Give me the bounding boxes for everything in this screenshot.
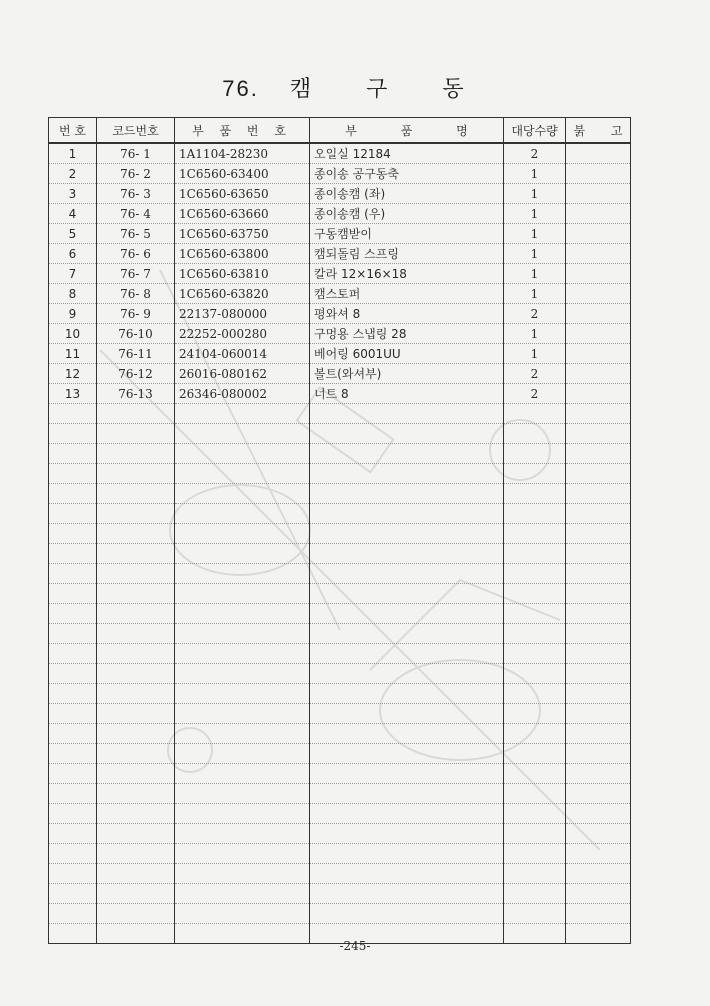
empty-cell (49, 584, 97, 604)
empty-cell (49, 424, 97, 444)
table-row (49, 264, 631, 284)
cell-part-no: 1C6560-63800 (175, 244, 310, 264)
empty-cell (175, 884, 310, 904)
empty-cell (175, 904, 310, 924)
cell-name: 종이송캠 (좌) (310, 184, 504, 204)
empty-cell (504, 404, 566, 424)
parts-table (48, 117, 631, 944)
table-row (49, 344, 631, 364)
cell-part-no: 1C6560-63750 (175, 224, 310, 244)
cell-no: 8 (49, 284, 97, 304)
cell-part-no: 1A1104-28230 (175, 143, 310, 164)
empty-cell (49, 484, 97, 504)
cell-name: 칼라 12×16×18 (310, 264, 504, 284)
cell-qty: 1 (504, 284, 566, 304)
empty-table-row (49, 564, 631, 584)
empty-table-row (49, 804, 631, 824)
empty-cell (504, 744, 566, 764)
cell-no: 7 (49, 264, 97, 284)
cell-note (566, 143, 631, 164)
cell-code: 76- 3 (97, 184, 175, 204)
cell-no: 2 (49, 164, 97, 184)
cell-code: 76- 2 (97, 164, 175, 184)
empty-cell (566, 584, 631, 604)
empty-cell (504, 824, 566, 844)
empty-cell (566, 704, 631, 724)
cell-code: 76-11 (97, 344, 175, 364)
cell-qty: 1 (504, 164, 566, 184)
empty-cell (504, 844, 566, 864)
empty-cell (310, 824, 504, 844)
empty-cell (504, 504, 566, 524)
cell-name: 종이송캠 (우) (310, 204, 504, 224)
empty-cell (504, 484, 566, 504)
empty-cell (175, 764, 310, 784)
header-no: 번 호 (49, 118, 97, 144)
parts-table-body (49, 143, 631, 944)
cell-no: 6 (49, 244, 97, 264)
empty-cell (310, 684, 504, 704)
empty-cell (310, 844, 504, 864)
cell-name: 볼트(와셔부) (310, 364, 504, 384)
empty-cell (49, 464, 97, 484)
cell-note (566, 184, 631, 204)
empty-cell (97, 464, 175, 484)
empty-cell (504, 804, 566, 824)
empty-cell (97, 644, 175, 664)
empty-cell (566, 884, 631, 904)
table-row (49, 143, 631, 164)
empty-table-row (49, 444, 631, 464)
empty-cell (310, 404, 504, 424)
empty-cell (175, 844, 310, 864)
cell-name: 캠되돌림 스프링 (310, 244, 504, 264)
empty-cell (49, 864, 97, 884)
cell-note (566, 204, 631, 224)
empty-cell (97, 764, 175, 784)
empty-cell (175, 584, 310, 604)
empty-cell (504, 564, 566, 584)
empty-cell (49, 764, 97, 784)
cell-part-no: 1C6560-63820 (175, 284, 310, 304)
empty-cell (566, 544, 631, 564)
cell-qty: 1 (504, 244, 566, 264)
empty-cell (310, 704, 504, 724)
empty-cell (566, 524, 631, 544)
empty-cell (310, 744, 504, 764)
empty-cell (566, 804, 631, 824)
empty-cell (566, 644, 631, 664)
title-word-1: 캠 (289, 77, 314, 102)
title-word-3: 동 (442, 77, 466, 102)
empty-cell (175, 804, 310, 824)
empty-cell (566, 844, 631, 864)
cell-code: 76- 9 (97, 304, 175, 324)
cell-code: 76-12 (97, 364, 175, 384)
empty-cell (175, 424, 310, 444)
empty-cell (49, 724, 97, 744)
table-row (49, 304, 631, 324)
empty-cell (175, 704, 310, 724)
empty-table-row (49, 704, 631, 724)
empty-cell (49, 784, 97, 804)
empty-cell (504, 444, 566, 464)
empty-cell (97, 804, 175, 824)
empty-cell (97, 584, 175, 604)
empty-table-row (49, 644, 631, 664)
empty-cell (504, 424, 566, 444)
cell-note (566, 264, 631, 284)
empty-cell (566, 864, 631, 884)
empty-cell (49, 644, 97, 664)
cell-note (566, 344, 631, 364)
empty-table-row (49, 484, 631, 504)
empty-cell (504, 864, 566, 884)
empty-cell (310, 724, 504, 744)
cell-qty: 1 (504, 204, 566, 224)
empty-cell (310, 504, 504, 524)
empty-cell (566, 404, 631, 424)
empty-cell (504, 604, 566, 624)
cell-qty: 2 (504, 143, 566, 164)
empty-cell (175, 524, 310, 544)
empty-cell (175, 484, 310, 504)
table-row (49, 384, 631, 404)
empty-cell (97, 864, 175, 884)
empty-cell (504, 904, 566, 924)
empty-cell (97, 884, 175, 904)
empty-cell (310, 644, 504, 664)
empty-table-row (49, 504, 631, 524)
empty-cell (175, 864, 310, 884)
empty-cell (175, 624, 310, 644)
empty-cell (97, 704, 175, 724)
empty-table-row (49, 724, 631, 744)
empty-cell (97, 684, 175, 704)
table-row (49, 204, 631, 224)
cell-no: 11 (49, 344, 97, 364)
cell-qty: 1 (504, 324, 566, 344)
empty-cell (49, 624, 97, 644)
empty-cell (566, 424, 631, 444)
header-name: 부 품 명 (310, 118, 504, 144)
empty-cell (175, 644, 310, 664)
empty-cell (566, 664, 631, 684)
empty-cell (566, 604, 631, 624)
empty-table-row (49, 524, 631, 544)
cell-code: 76- 5 (97, 224, 175, 244)
empty-cell (504, 704, 566, 724)
cell-no: 4 (49, 204, 97, 224)
cell-no: 3 (49, 184, 97, 204)
cell-no: 5 (49, 224, 97, 244)
empty-cell (566, 744, 631, 764)
empty-cell (504, 684, 566, 704)
empty-table-row (49, 664, 631, 684)
table-row (49, 284, 631, 304)
empty-cell (175, 604, 310, 624)
empty-table-row (49, 604, 631, 624)
empty-cell (49, 704, 97, 724)
empty-cell (310, 664, 504, 684)
cell-no: 9 (49, 304, 97, 324)
empty-cell (49, 404, 97, 424)
empty-cell (97, 564, 175, 584)
empty-cell (49, 504, 97, 524)
cell-qty: 1 (504, 264, 566, 284)
cell-code: 76-10 (97, 324, 175, 344)
empty-cell (175, 504, 310, 524)
cell-note (566, 364, 631, 384)
cell-name: 베어링 6001UU (310, 344, 504, 364)
empty-cell (310, 624, 504, 644)
empty-cell (310, 584, 504, 604)
cell-qty: 2 (504, 304, 566, 324)
empty-cell (566, 624, 631, 644)
empty-cell (97, 404, 175, 424)
empty-cell (504, 464, 566, 484)
empty-cell (175, 404, 310, 424)
table-row (49, 364, 631, 384)
empty-cell (49, 544, 97, 564)
empty-cell (504, 664, 566, 684)
empty-cell (566, 904, 631, 924)
empty-cell (97, 524, 175, 544)
empty-table-row (49, 404, 631, 424)
empty-cell (566, 484, 631, 504)
cell-note (566, 224, 631, 244)
cell-note (566, 284, 631, 304)
empty-table-row (49, 684, 631, 704)
table-header-row (49, 118, 631, 144)
cell-code: 76- 7 (97, 264, 175, 284)
cell-part-no: 22137-080000 (175, 304, 310, 324)
empty-cell (310, 864, 504, 884)
empty-cell (97, 624, 175, 644)
empty-cell (566, 824, 631, 844)
cell-part-no: 22252-000280 (175, 324, 310, 344)
empty-cell (566, 764, 631, 784)
cell-name: 오일실 12184 (310, 143, 504, 164)
cell-name: 종이송 공구동축 (310, 164, 504, 184)
empty-cell (566, 444, 631, 464)
empty-table-row (49, 744, 631, 764)
empty-cell (504, 584, 566, 604)
empty-table-row (49, 424, 631, 444)
cell-code: 76- 6 (97, 244, 175, 264)
empty-cell (310, 904, 504, 924)
header-code: 코드번호 (97, 118, 175, 144)
empty-cell (97, 424, 175, 444)
header-qty: 대당수량 (504, 118, 566, 144)
cell-part-no: 1C6560-63400 (175, 164, 310, 184)
empty-cell (310, 484, 504, 504)
empty-table-row (49, 824, 631, 844)
empty-cell (49, 824, 97, 844)
cell-part-no: 26346-080002 (175, 384, 310, 404)
empty-cell (504, 764, 566, 784)
empty-cell (310, 604, 504, 624)
empty-cell (175, 444, 310, 464)
empty-cell (566, 504, 631, 524)
cell-part-no: 1C6560-63660 (175, 204, 310, 224)
empty-cell (49, 684, 97, 704)
empty-cell (49, 564, 97, 584)
empty-cell (97, 604, 175, 624)
empty-table-row (49, 904, 631, 924)
header-note: 붉 고 (566, 118, 631, 144)
empty-cell (49, 604, 97, 624)
cell-note (566, 164, 631, 184)
cell-no: 10 (49, 324, 97, 344)
empty-cell (175, 464, 310, 484)
empty-cell (97, 824, 175, 844)
empty-cell (566, 464, 631, 484)
cell-qty: 1 (504, 224, 566, 244)
empty-cell (175, 684, 310, 704)
empty-cell (175, 564, 310, 584)
empty-cell (310, 444, 504, 464)
cell-code: 76-13 (97, 384, 175, 404)
empty-cell (504, 524, 566, 544)
empty-table-row (49, 864, 631, 884)
cell-no: 13 (49, 384, 97, 404)
empty-cell (49, 844, 97, 864)
cell-name: 너트 8 (310, 384, 504, 404)
empty-cell (49, 804, 97, 824)
empty-cell (310, 764, 504, 784)
empty-cell (504, 884, 566, 904)
empty-cell (97, 784, 175, 804)
cell-part-no: 1C6560-63650 (175, 184, 310, 204)
cell-no: 12 (49, 364, 97, 384)
cell-qty: 2 (504, 364, 566, 384)
empty-cell (175, 824, 310, 844)
page-title (0, 72, 710, 103)
empty-cell (175, 784, 310, 804)
empty-cell (504, 624, 566, 644)
empty-cell (49, 884, 97, 904)
empty-cell (49, 744, 97, 764)
cell-name: 캠스토퍼 (310, 284, 504, 304)
empty-cell (310, 884, 504, 904)
cell-code: 76- 1 (97, 143, 175, 164)
empty-table-row (49, 764, 631, 784)
cell-name: 평와셔 8 (310, 304, 504, 324)
empty-cell (175, 724, 310, 744)
table-row (49, 184, 631, 204)
table-row (49, 224, 631, 244)
empty-cell (97, 504, 175, 524)
cell-note (566, 384, 631, 404)
cell-note (566, 304, 631, 324)
cell-note (566, 324, 631, 344)
empty-cell (175, 544, 310, 564)
empty-table-row (49, 844, 631, 864)
empty-cell (49, 524, 97, 544)
cell-qty: 2 (504, 384, 566, 404)
cell-name: 구동캠받이 (310, 224, 504, 244)
empty-cell (504, 644, 566, 664)
empty-table-row (49, 584, 631, 604)
empty-table-row (49, 784, 631, 804)
empty-cell (49, 664, 97, 684)
page-number: -245- (339, 939, 371, 953)
empty-cell (566, 684, 631, 704)
empty-cell (310, 784, 504, 804)
empty-cell (504, 544, 566, 564)
cell-qty: 1 (504, 344, 566, 364)
cell-part-no: 24104-060014 (175, 344, 310, 364)
cell-name: 구멍용 스냅링 28 (310, 324, 504, 344)
empty-cell (310, 544, 504, 564)
empty-cell (504, 784, 566, 804)
table-row (49, 164, 631, 184)
empty-cell (566, 564, 631, 584)
empty-cell (310, 564, 504, 584)
empty-cell (97, 544, 175, 564)
empty-cell (97, 744, 175, 764)
empty-cell (97, 844, 175, 864)
empty-cell (49, 444, 97, 464)
empty-table-row (49, 464, 631, 484)
table-row (49, 244, 631, 264)
empty-cell (310, 524, 504, 544)
cell-no: 1 (49, 143, 97, 164)
empty-cell (97, 664, 175, 684)
empty-table-row (49, 884, 631, 904)
empty-cell (310, 464, 504, 484)
empty-cell (97, 724, 175, 744)
empty-cell (175, 664, 310, 684)
cell-code: 76- 4 (97, 204, 175, 224)
cell-qty: 1 (504, 184, 566, 204)
empty-cell (49, 904, 97, 924)
cell-part-no: 1C6560-63810 (175, 264, 310, 284)
empty-cell (97, 904, 175, 924)
empty-cell (175, 744, 310, 764)
cell-note (566, 244, 631, 264)
empty-cell (97, 444, 175, 464)
cell-code: 76- 8 (97, 284, 175, 304)
empty-cell (310, 804, 504, 824)
title-number: 76. (222, 76, 259, 101)
header-part-no: 부 품 번 호 (175, 118, 310, 144)
empty-table-row (49, 544, 631, 564)
title-word-2: 구 (366, 77, 390, 102)
empty-table-row (49, 624, 631, 644)
empty-cell (566, 724, 631, 744)
empty-cell (310, 424, 504, 444)
empty-cell (504, 724, 566, 744)
empty-cell (97, 484, 175, 504)
empty-cell (566, 784, 631, 804)
table-row (49, 324, 631, 344)
cell-part-no: 26016-080162 (175, 364, 310, 384)
